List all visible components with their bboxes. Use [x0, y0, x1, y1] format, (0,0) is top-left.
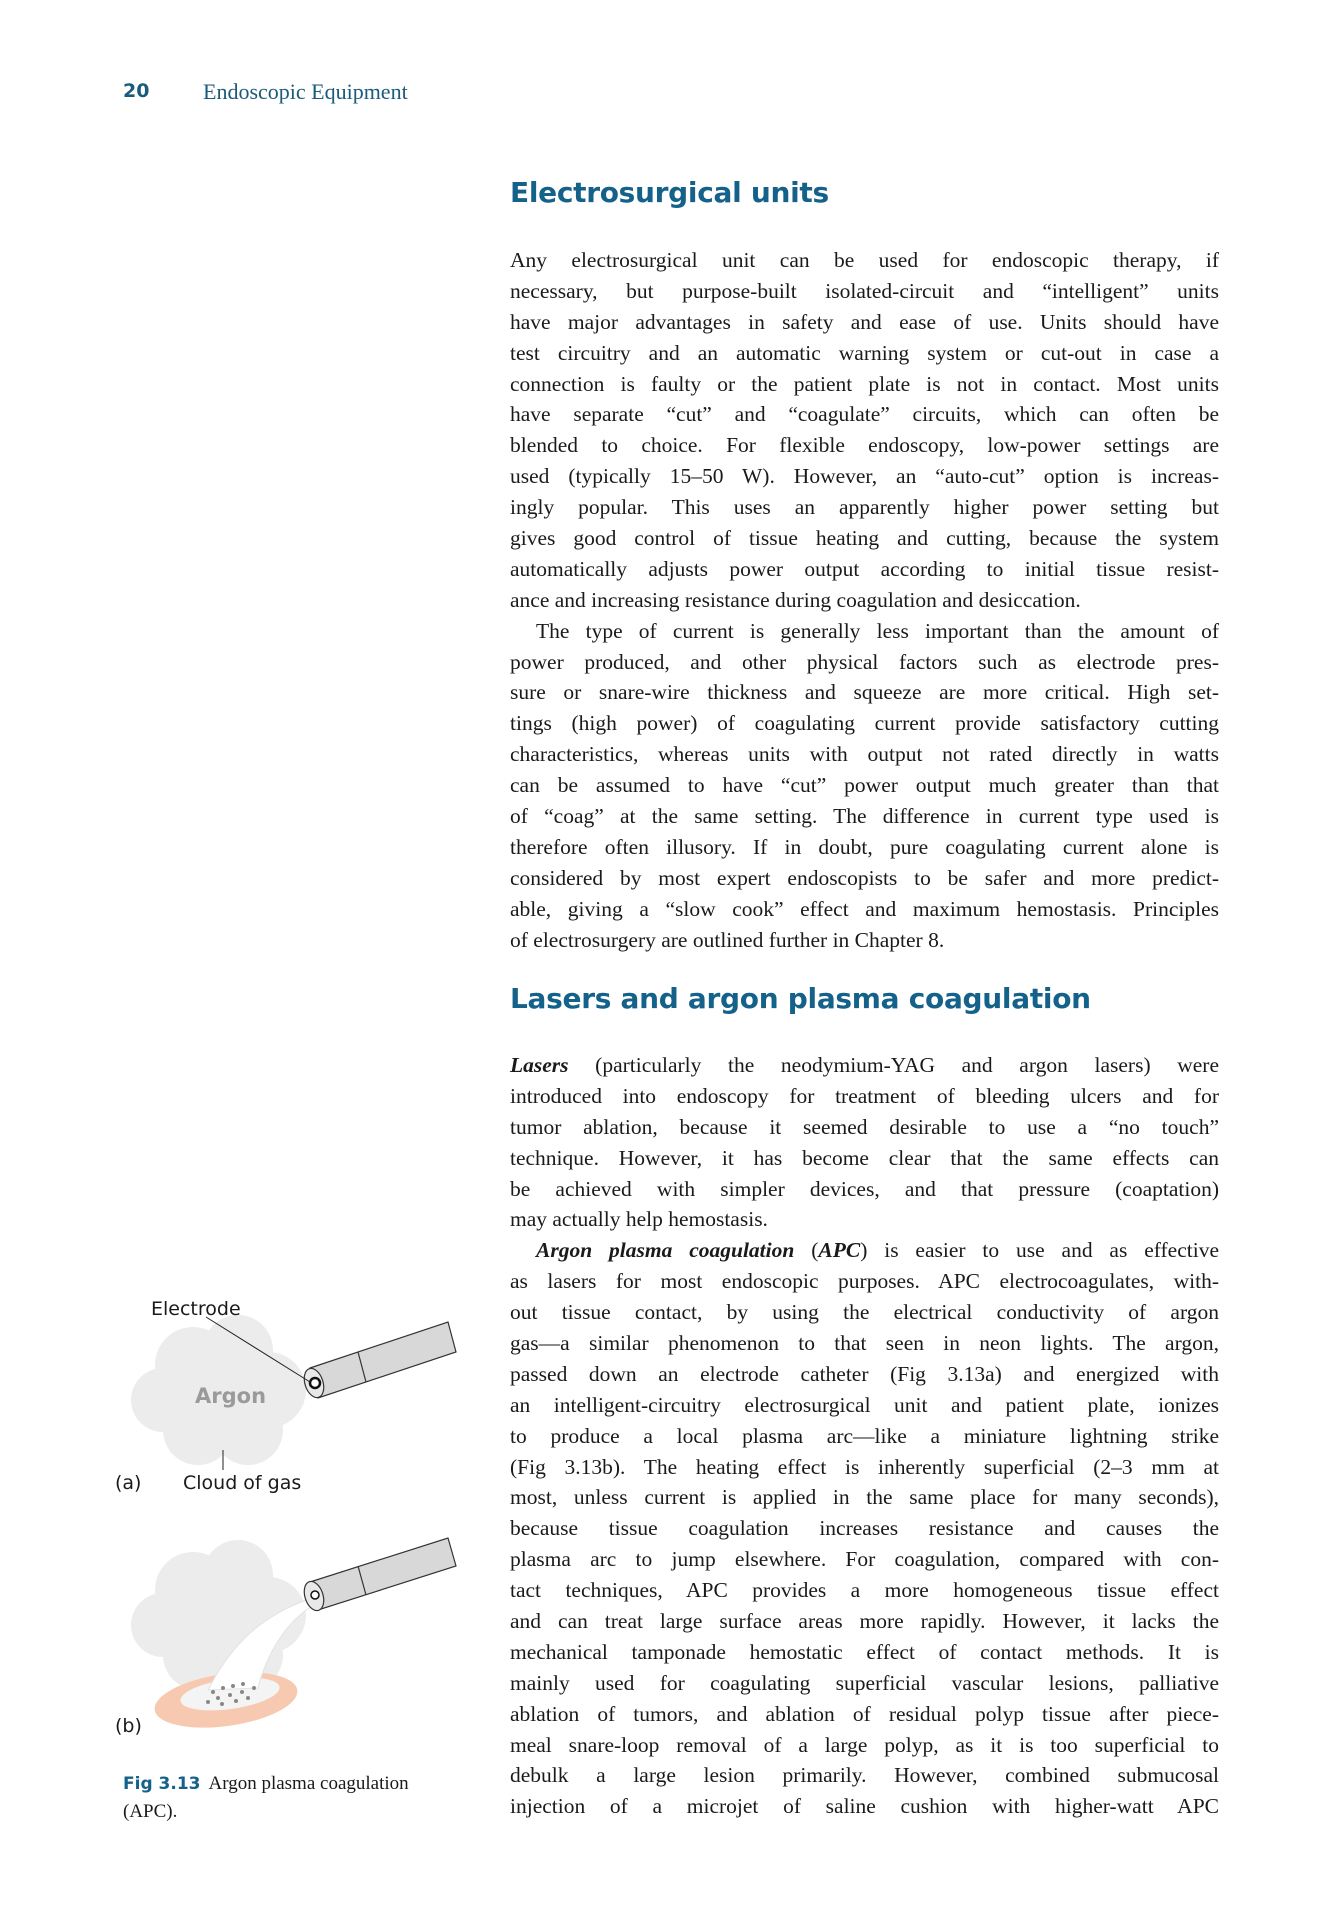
- paragraph-line: introduced into endoscopy for treatment of bleeding ulcers and for: [510, 1083, 1219, 1108]
- paragraph-line: test circuitry and an automatic warning system or cut-out in case a: [510, 340, 1219, 365]
- section-body-electrosurgical: [510, 245, 1219, 955]
- paragraph-line: Lasers (particularly the neodymium-YAG and argon lasers) were: [510, 1053, 1219, 1077]
- paragraph-line: injection of a microjet of saline cushion with higher-watt APC: [510, 1794, 1219, 1819]
- running-title: Endoscopic Equipment: [203, 79, 408, 104]
- paragraph-line: The type of current is generally less important than the amount of: [536, 618, 1219, 643]
- paragraph-line: ingly popular. This uses an apparently higher power setting but: [510, 495, 1219, 520]
- paragraph-line: considered by most expert endoscopists to be safer and more predict-: [510, 865, 1219, 890]
- paragraph-line: Argon plasma coagulation (APC) is easier to use and as effective: [536, 1238, 1220, 1263]
- paragraph-line: mainly used for coagulating superficial vascular lesions, palliative: [510, 1670, 1219, 1695]
- catheter-icon: [301, 1322, 456, 1400]
- paragraph-line: technique. However, it has become clear that the same effects can: [510, 1145, 1219, 1170]
- paragraph-line: therefore often illusory. If in doubt, pure coagulating current alone is: [510, 834, 1219, 859]
- paragraph-line: sure or snare-wire thickness and squeeze are more critical. High set-: [510, 680, 1219, 705]
- label-cloud-of-gas: Cloud of gas: [183, 1472, 302, 1494]
- paragraph-line: meal snare-loop removal of a large polyp, as it is too superficial to: [510, 1732, 1219, 1757]
- page-number: 20: [123, 80, 150, 102]
- paragraph-line: and can treat large surface areas more rapidly. However, it lacks the: [510, 1609, 1219, 1634]
- paragraph-line: plasma arc to jump elsewhere. For coagulation, compared with con-: [510, 1547, 1219, 1572]
- paragraph-line: to produce a local plasma arc—like a miniature lightning strike: [510, 1423, 1219, 1448]
- paragraph-line: tact techniques, APC provides a more homogeneous tissue effect: [510, 1578, 1219, 1603]
- apc-illustration: [118, 1290, 458, 1770]
- paragraph-line: because tissue coagulation increases resistance and causes the: [510, 1516, 1219, 1541]
- paragraph-line: may actually help hemostasis.: [510, 1207, 768, 1232]
- paragraph-line: characteristics, whereas units with output not rated directly in watts: [510, 742, 1219, 767]
- figure-number: Fig 3.13: [123, 1774, 201, 1794]
- term-lasers: Lasers: [510, 1053, 569, 1077]
- paragraph-line: debulk a large lesion primarily. However, combined submucosal: [510, 1763, 1219, 1788]
- figure-3-13: [115, 1290, 458, 1810]
- paragraph-line: most, unless current is applied in the same place for many seconds),: [510, 1485, 1219, 1510]
- label-electrode: Electrode: [151, 1298, 241, 1320]
- paragraph-line: of electrosurgery are outlined further in Chapter 8.: [510, 927, 945, 952]
- paragraph-line: power produced, and other physical factors such as electrode pres-: [510, 649, 1219, 674]
- paragraph-line: of “coag” at the same setting. The difference in current type used is: [510, 804, 1219, 829]
- paragraph-line: (Fig 3.13b). The heating effect is inherently superficial (2–3 mm at: [510, 1454, 1219, 1479]
- paragraph-line: an intelligent-circuitry electrosurgical unit and patient plate, ionizes: [510, 1392, 1219, 1417]
- paragraph-line: able, giving a “slow cook” effect and maximum hemostasis. Principles: [510, 896, 1219, 921]
- paragraph-line: connection is faulty or the patient plate is not in contact. Most units: [510, 371, 1219, 396]
- paragraph-line: automatically adjusts power output according to initial tissue resist-: [510, 556, 1219, 581]
- figure-caption: [123, 1770, 463, 1825]
- paragraph-line: out tissue contact, by using the electrical conductivity of argon: [510, 1300, 1219, 1325]
- section-heading-lasers-apc: Lasers and argon plasma coagulation: [510, 982, 1091, 1015]
- label-panel-a: (a): [115, 1472, 142, 1494]
- label-argon: Argon: [195, 1384, 267, 1408]
- paragraph-line: gives good control of tissue heating and cutting, because the system: [510, 526, 1219, 551]
- paragraph-line: ance and increasing resistance during coagulation and desiccation.: [510, 587, 1081, 612]
- paragraph-line: ablation of tumors, and ablation of residual polyp tissue after piece-: [510, 1701, 1219, 1726]
- figure-caption-text: Argon plasma coagulation (APC).: [123, 1773, 409, 1822]
- term-apc: Argon plasma coagulation: [536, 1238, 795, 1263]
- paragraph-line: Any electrosurgical unit can be used for endoscopic therapy, if: [510, 248, 1219, 272]
- section-heading-electrosurgical: Electrosurgical units: [510, 176, 829, 209]
- paragraph-line: have major advantages in safety and ease of use. Units should have: [510, 309, 1219, 334]
- paragraph-line: mechanical tamponade hemostatic effect of contact methods. It is: [510, 1639, 1219, 1664]
- paragraph-line: tings (high power) of coagulating current provide satisfactory cutting: [510, 711, 1219, 736]
- paragraph-line: blended to choice. For flexible endoscopy, low-power settings are: [510, 433, 1219, 458]
- paragraph-line: necessary, but purpose-built isolated-circuit and “intelligent” units: [510, 278, 1219, 303]
- paragraph-line: gas—a similar phenomenon to that seen in neon lights. The argon,: [510, 1331, 1219, 1356]
- paragraph-line: tumor ablation, because it seemed desirable to use a “no touch”: [510, 1114, 1219, 1139]
- paragraph-line: as lasers for most endoscopic purposes. APC electrocoagulates, with-: [510, 1269, 1219, 1294]
- paragraph-line: be achieved with simpler devices, and that pressure (coaptation): [510, 1176, 1219, 1201]
- paragraph-line: can be assumed to have “cut” power output much greater than that: [510, 773, 1219, 798]
- paragraph-line: passed down an electrode catheter (Fig 3.13a) and energized with: [510, 1361, 1219, 1386]
- label-panel-b: (b): [115, 1715, 142, 1737]
- term-apc-abbr: APC: [818, 1238, 861, 1263]
- catheter-icon: [301, 1538, 456, 1613]
- section-body-lasers-apc: [510, 1050, 1219, 1822]
- paragraph-line: used (typically 15–50 W). However, an “auto-cut” option is increas-: [510, 464, 1219, 489]
- paragraph-line: have separate “cut” and “coagulate” circuits, which can often be: [510, 402, 1219, 427]
